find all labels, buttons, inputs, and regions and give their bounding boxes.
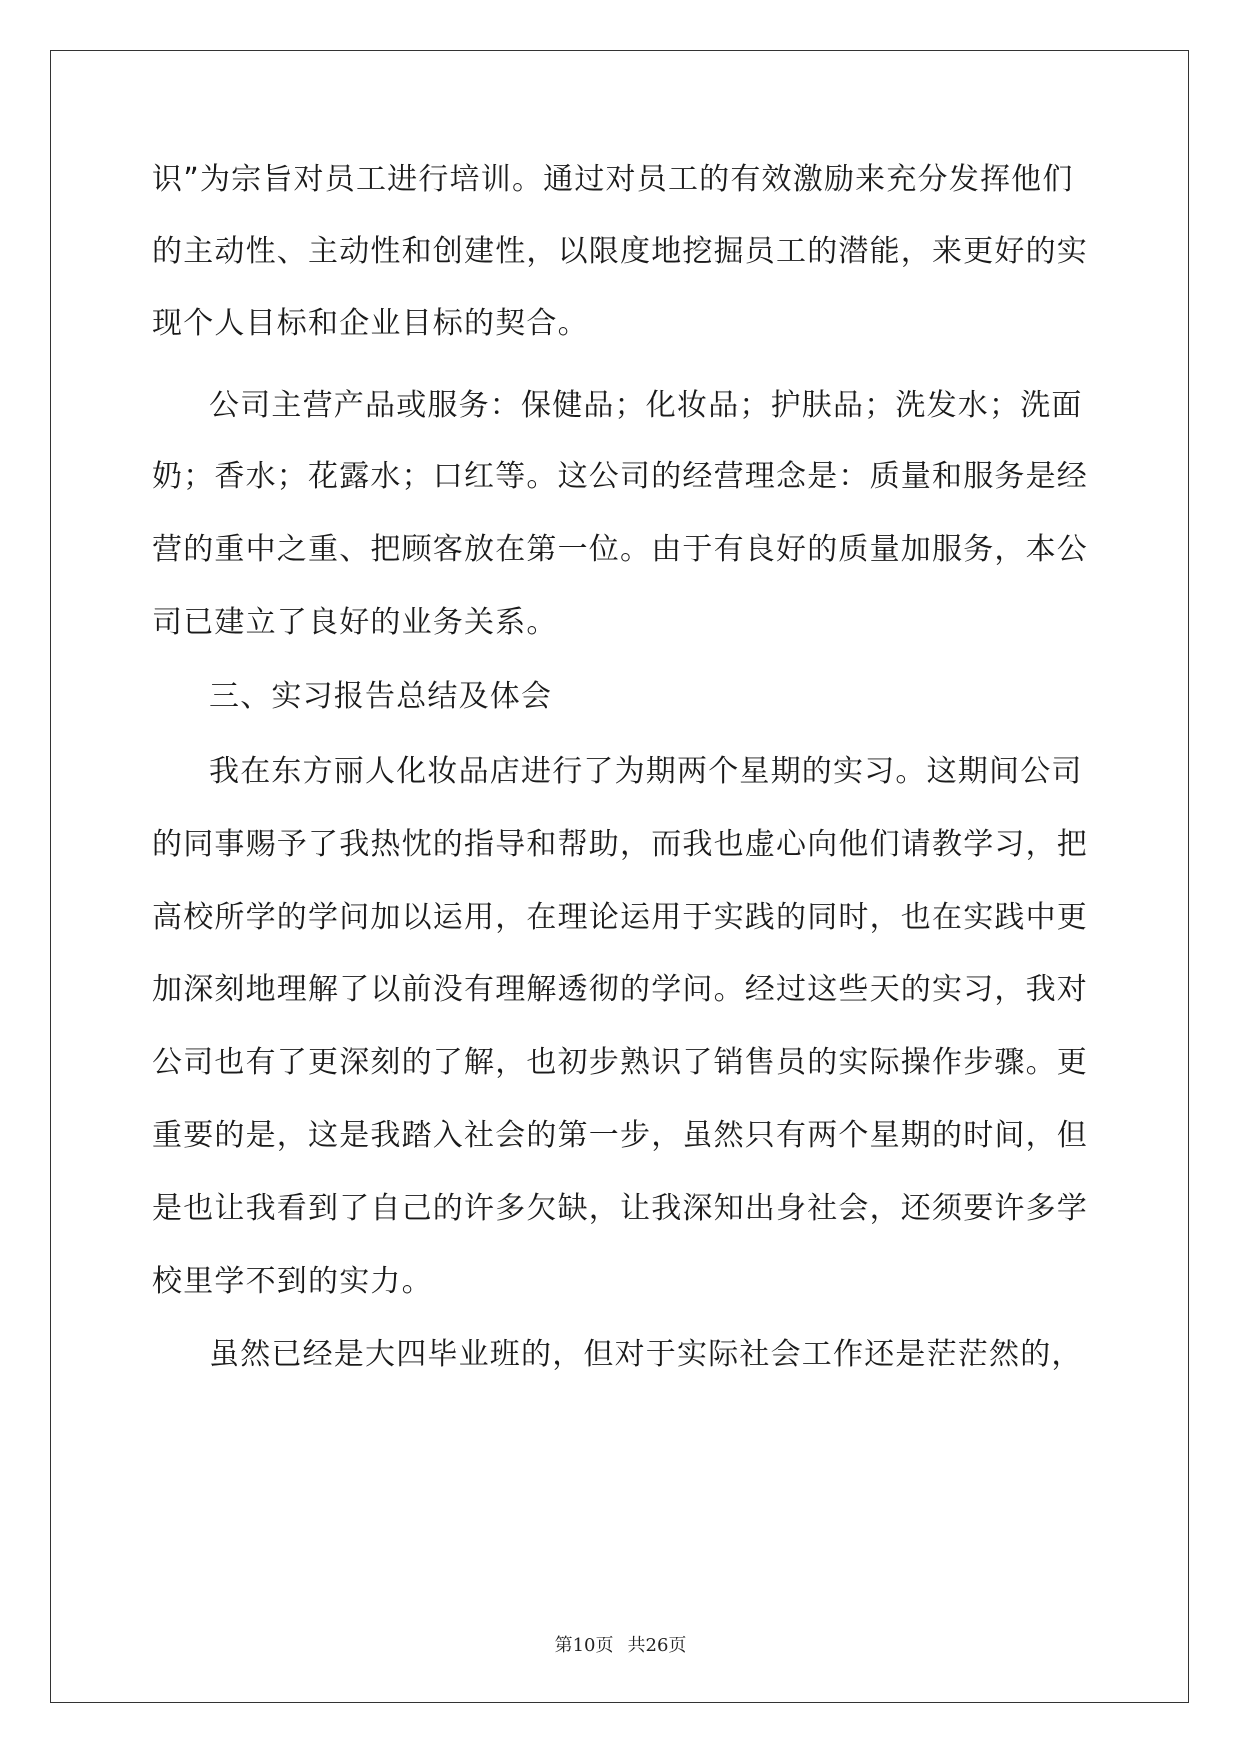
- text-line: 是也让我看到了自己的许多欠缺，让我深知出身社会，还须要许多学: [152, 1191, 1088, 1226]
- text-line: 重要的是，这是我踏入社会的第一步，虽然只有两个星期的时间，但: [152, 1118, 1088, 1153]
- text-line: 识”为宗旨对员工进行培训。通过对员工的有效激励来充分发挥他们: [152, 162, 1074, 197]
- text-line: 现个人目标和企业目标的契合。: [152, 306, 589, 341]
- text-line: 公司主营产品或服务：保健品；化妆品；护肤品；洗发水；洗面: [209, 388, 1083, 423]
- text-line: 司已建立了良好的业务关系。: [152, 605, 558, 640]
- page-footer: [0, 1631, 1241, 1657]
- text-line: 的主动性、主动性和创建性，以限度地挖掘员工的潜能，来更好的实: [152, 234, 1088, 269]
- section-heading: 三、实习报告总结及体会: [209, 679, 553, 714]
- text-line: 公司也有了更深刻的了解，也初步熟识了销售员的实际操作步骤。更: [152, 1045, 1088, 1080]
- page-number: 第10页: [554, 1635, 614, 1656]
- page-total: 共26页: [627, 1635, 687, 1656]
- text-line: 营的重中之重、把顾客放在第一位。由于有良好的质量加服务，本公: [152, 532, 1088, 567]
- page-border: [50, 50, 1189, 1703]
- text-line: 高校所学的学问加以运用，在理论运用于实践的同时，也在实践中更: [152, 900, 1088, 935]
- text-line: 校里学不到的实力。: [152, 1264, 433, 1299]
- text-line: 加深刻地理解了以前没有理解透彻的学问。经过这些天的实习，我对: [152, 972, 1088, 1007]
- text-line: 的同事赐予了我热忱的指导和帮助，而我也虚心向他们请教学习，把: [152, 827, 1088, 862]
- text-line: 奶；香水；花露水；口红等。这公司的经营理念是：质量和服务是经: [152, 459, 1088, 494]
- text-line: 我在东方丽人化妆品店进行了为期两个星期的实习。这期间公司: [209, 754, 1083, 789]
- text-line: 虽然已经是大四毕业班的，但对于实际社会工作还是茫茫然的，: [209, 1337, 1083, 1372]
